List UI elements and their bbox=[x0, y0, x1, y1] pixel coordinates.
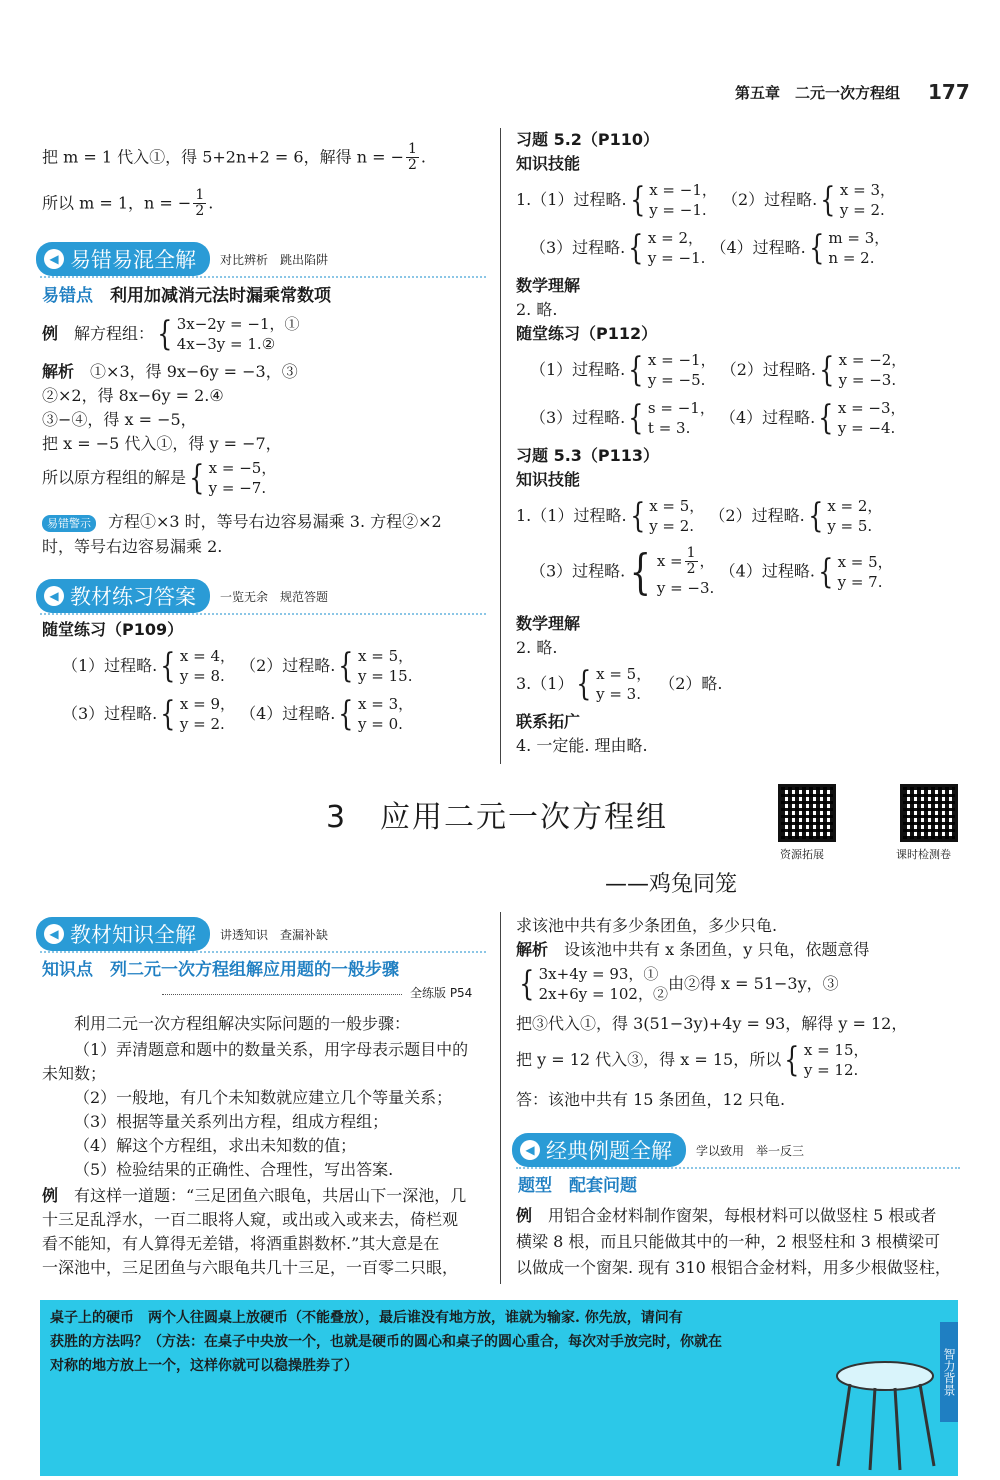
speaker-icon: ◀ bbox=[44, 586, 64, 606]
analysis-label: 解析 bbox=[42, 362, 75, 381]
divider bbox=[516, 1167, 960, 1169]
divider bbox=[40, 613, 486, 615]
analysis-text: 由②得 x = 51−3y，③ bbox=[667, 973, 839, 993]
denominator: 2 bbox=[686, 561, 696, 578]
answer-system: { x = 2， y = 5. bbox=[807, 496, 883, 537]
type-label: 题型 bbox=[518, 1176, 552, 1196]
example-label: 例 bbox=[516, 1206, 533, 1225]
result-line: 所以 m = 1，n = − $\frac{1}{2}$ . bbox=[42, 187, 214, 220]
equation: 3x+4y = 93，① bbox=[538, 965, 659, 983]
mistake-heading bbox=[42, 286, 331, 306]
answer-label: （1）过程略. bbox=[530, 359, 626, 379]
answer-row bbox=[530, 398, 906, 439]
body-text: 未知数； bbox=[42, 1064, 107, 1083]
type-title: 配套问题 bbox=[569, 1176, 637, 1196]
equation-system: { 3x−2y = −1，① 4x−3y = 1.② bbox=[157, 314, 300, 355]
equation: n = 2. bbox=[828, 249, 875, 268]
example-line: 有这样一道题：“三足团鱼六眼龟，共居山下一深池，几 bbox=[74, 1186, 467, 1205]
answer-label: （3）过程略. bbox=[530, 407, 626, 427]
equation: x = 3， bbox=[839, 181, 895, 199]
subsection-label: 数学理解 bbox=[516, 276, 581, 295]
answer-label: 3.（1） bbox=[516, 673, 574, 693]
section-title: 应用二元一次方程组 bbox=[380, 800, 668, 835]
answer-line: 4. 一定能. 理由略. bbox=[516, 736, 648, 755]
heading-label: 易错点 bbox=[42, 286, 93, 306]
chapter-title: 第五章 二元一次方程组 bbox=[735, 84, 901, 102]
answer-system: { x = 5， y = 2. bbox=[629, 496, 705, 537]
divider bbox=[40, 276, 486, 278]
equation: y = 2. bbox=[649, 517, 695, 536]
side-tab-label: 智力背景 bbox=[942, 1348, 956, 1396]
equation: y = −1. bbox=[647, 249, 706, 268]
equation: x = 2， bbox=[827, 497, 883, 515]
exercise-title: 习题 5.3（P113） bbox=[516, 446, 660, 465]
answer-row bbox=[530, 350, 906, 391]
analysis-line bbox=[516, 1040, 869, 1081]
analysis-line bbox=[42, 362, 298, 381]
answer-system: { x = −1， y = −1. bbox=[629, 180, 717, 221]
banner-pill bbox=[36, 917, 210, 951]
knowledge-heading bbox=[42, 960, 399, 980]
analysis-line: ②×2，得 8x−6y = 2.④ bbox=[42, 386, 224, 405]
heading-text: 利用加减消元法时漏乘常数项 bbox=[110, 286, 331, 306]
fraction bbox=[193, 188, 206, 220]
answer-label: （2）过程略. bbox=[721, 189, 818, 209]
example-text: 看不能知，有人算得无差错，将酒重斟数杯.”其大意是在 bbox=[42, 1234, 440, 1253]
analysis-label: 解析 bbox=[516, 940, 549, 959]
banner-textbook-answers bbox=[36, 580, 328, 612]
answer-system: { x = −2， y = −3. bbox=[819, 350, 907, 391]
equation: y = 8. bbox=[179, 667, 225, 686]
footer-text bbox=[50, 1310, 683, 1327]
equation: y = −5. bbox=[647, 371, 706, 390]
round-table-illustration bbox=[830, 1354, 940, 1474]
banner-classic-examples bbox=[512, 1134, 804, 1166]
footer-line: 两个人往圆桌上放硬币（不能叠放），最后谁没有地方放，谁就为输家. 你先放，请问有 bbox=[148, 1310, 683, 1326]
answer-label: （3）过程略. bbox=[530, 237, 626, 257]
practice-title: 随堂练习（P112） bbox=[516, 324, 658, 343]
answer-label: （2）过程略. bbox=[240, 655, 336, 675]
numerator: 1 bbox=[686, 545, 696, 561]
answer-label: 1.（1）过程略. bbox=[516, 189, 627, 209]
answer-label: （1）过程略. bbox=[62, 655, 158, 675]
speaker-icon: ◀ bbox=[44, 924, 64, 944]
equation: s = −1， bbox=[647, 399, 715, 417]
knowledge-title: 列二元一次方程组解应用题的一般步骤 bbox=[110, 960, 399, 980]
answer-system: { x = 2， y = −1. bbox=[628, 228, 706, 269]
qr-label: 课时检测卷 bbox=[896, 848, 951, 861]
dotted-leader bbox=[162, 994, 402, 995]
solution-system: { x = 15， y = 12. bbox=[784, 1040, 869, 1081]
equation-system: { 3x+4y = 93，① 2x+6y = 102，② bbox=[519, 964, 668, 1005]
answer-row bbox=[530, 228, 889, 269]
section-number: 3 bbox=[326, 800, 346, 835]
knowledge-label: 知识点 bbox=[42, 960, 93, 980]
equation: y = 7. bbox=[837, 573, 883, 592]
banner-pill bbox=[512, 1133, 686, 1167]
analysis-line: 把 x = −5 代入①，得 y = −7， bbox=[42, 434, 282, 453]
answer-system: { x = −1， y = −5. bbox=[628, 350, 716, 391]
body-text: （5）检验结果的正确性、合理性，写出答案. bbox=[74, 1160, 394, 1179]
equation: y = −1. bbox=[649, 201, 707, 220]
answer-row bbox=[516, 496, 882, 537]
analysis-text: ①×3，得 9x−6y = −3，③ bbox=[90, 362, 298, 381]
example-label: 例 bbox=[42, 1186, 59, 1205]
banner-pill bbox=[36, 242, 210, 276]
example-text: 一深池中，三足团鱼与六眼龟共几十三足，一百零二只眼， bbox=[42, 1258, 459, 1277]
answer-label: （3）过程略. bbox=[62, 703, 158, 723]
example-line: 用铝合金材料制作窗架，每根材料可以做竖柱 5 根或者 bbox=[548, 1206, 937, 1225]
subsection-label: 联系拓广 bbox=[516, 712, 581, 731]
section-subtitle: ——鸡兔同笼 bbox=[605, 872, 738, 897]
answer-label: 1.（1）过程略. bbox=[516, 505, 627, 525]
body-text: （1）弄清题意和题中的数量关系，用字母表示题目中的 bbox=[74, 1040, 469, 1059]
banner-subtitle: 对比辨析 跳出陷阱 bbox=[220, 252, 329, 267]
solution-system: { x = −5， y = −7. bbox=[189, 458, 277, 499]
answer-system: { x = $\frac{1}{2}$ ， y = −3. bbox=[629, 544, 715, 601]
banner-title: 教材知识全解 bbox=[70, 923, 196, 947]
analysis-line bbox=[516, 940, 869, 959]
analysis-text: 把 y = 12 代入③，得 x = 15，所以 bbox=[516, 1049, 782, 1069]
equation: x = −1， bbox=[647, 351, 716, 369]
equation: x = 15， bbox=[803, 1041, 869, 1059]
equation-frac-row: x = $\frac{1}{2}$ ， bbox=[656, 545, 715, 578]
banner-title: 教材练习答案 bbox=[70, 585, 196, 609]
example-text: 十三足乱浮水，一百二眼将人窥，或出或入或来去，倚栏观 bbox=[42, 1210, 459, 1229]
answer-label: （4）过程略. bbox=[719, 561, 815, 581]
answer-label: （4）过程略. bbox=[240, 703, 336, 723]
equation: x = 4， bbox=[179, 647, 236, 665]
answer-line: 2. 略. bbox=[516, 300, 558, 319]
equation: y = 15. bbox=[358, 667, 413, 686]
body-text: 利用二元一次方程组解决实际问题的一般步骤： bbox=[74, 1014, 411, 1033]
answer-system: { x = 5， y = 7. bbox=[818, 552, 893, 593]
body-text: （3）根据等量关系列出方程，组成方程组； bbox=[74, 1112, 389, 1131]
equation: x = bbox=[656, 551, 683, 570]
answer-system: { x = 5， y = 15. bbox=[338, 646, 414, 687]
banner-knowledge bbox=[36, 918, 328, 950]
banner-pill bbox=[36, 579, 210, 613]
divider bbox=[40, 951, 486, 953]
equation: 4x−3y = 1.② bbox=[176, 335, 276, 354]
footer-line: 对称的地方放上一个，这样你就可以稳操胜券了） bbox=[50, 1358, 358, 1374]
answer-system: { x = 4， y = 8. bbox=[160, 646, 236, 687]
equation: y = −3. bbox=[838, 371, 897, 390]
equation: x = 5， bbox=[358, 647, 414, 665]
fraction bbox=[406, 142, 419, 174]
reference-tag: 全练版 P54 bbox=[410, 986, 473, 1000]
numerator: 1 bbox=[407, 141, 417, 157]
practice-title: 随堂练习（P109） bbox=[42, 620, 184, 639]
equation: x = 2， bbox=[647, 229, 704, 247]
analysis-text: 设该池中共有 x 条团鱼，y 只龟，依题意得 bbox=[564, 940, 870, 959]
answer-row bbox=[62, 694, 413, 735]
warning-tag: 易错警示 bbox=[42, 515, 96, 532]
warning-line-2: 时，等号右边容易漏乘 2. bbox=[42, 537, 223, 556]
qr-code-test[interactable] bbox=[900, 784, 958, 842]
subsection-label: 数学理解 bbox=[516, 614, 581, 633]
banner-subtitle: 一览无余 规范答题 bbox=[220, 589, 329, 604]
qr-label: 资源拓展 bbox=[780, 848, 824, 861]
banner-mistakes bbox=[36, 243, 328, 275]
denominator: 2 bbox=[407, 157, 417, 174]
equation: x = −3， bbox=[837, 399, 906, 417]
body-text: （4）解这个方程组，求出未知数的值； bbox=[74, 1136, 357, 1155]
solve-n-line: 把 m = 1 代入①，得 5+2n+2 = 6，解得 n = − $\frac{1}{2}$ . bbox=[42, 141, 426, 174]
equation: x = −5， bbox=[208, 459, 277, 477]
banner-subtitle: 学以致用 举一反三 bbox=[696, 1143, 805, 1158]
line-text: 把 m = 1 代入①，得 5+2n+2 = 6，解得 n = − bbox=[42, 147, 404, 167]
example-text: 横梁 8 根，而且只能做其中的一种，2 根竖柱和 3 根横梁可 bbox=[516, 1232, 940, 1251]
equation: x = 9， bbox=[179, 695, 236, 713]
example-text bbox=[42, 1186, 466, 1205]
footer-line: 获胜的方法吗？（方法：在桌子中央放一个，也就是硬币的圆心和桌子的圆心重合，每次对手放完时，你就在 bbox=[50, 1334, 722, 1350]
answer-row bbox=[62, 646, 413, 687]
denominator: 2 bbox=[195, 203, 205, 220]
equation: y = 3. bbox=[596, 685, 641, 704]
answer-system: { x = 9， y = 2. bbox=[160, 694, 236, 735]
speaker-icon: ◀ bbox=[520, 1140, 540, 1160]
answer-system: { x = 3， y = 0. bbox=[338, 694, 414, 735]
column-separator bbox=[500, 912, 501, 1284]
footer-title: 桌子上的硬币 bbox=[50, 1310, 134, 1326]
equation: 3x−2y = −1，① bbox=[176, 315, 300, 333]
footer-box bbox=[40, 1300, 958, 1476]
answer-label: （2）过程略. bbox=[720, 359, 816, 379]
body-text: （2）一般地，有几个未知数就应建立几个等量关系； bbox=[74, 1088, 453, 1107]
side-tab bbox=[940, 1322, 958, 1422]
answer-label: （3）过程略. bbox=[530, 561, 626, 581]
answer-line: 答：该池中共有 15 条团鱼，12 只龟. bbox=[516, 1090, 786, 1109]
qr-code-resources[interactable] bbox=[778, 784, 836, 842]
equation: x = −2， bbox=[838, 351, 907, 369]
answer-label: （4）过程略. bbox=[710, 237, 806, 257]
answer-label: （2）过程略. bbox=[709, 505, 805, 525]
example-text: 解方程组： bbox=[74, 323, 155, 343]
page-number: 177 bbox=[928, 80, 970, 104]
equation: y = 12. bbox=[803, 1061, 859, 1080]
solution-text: 所以原方程组的解是 bbox=[42, 467, 187, 487]
equation: y = 0. bbox=[358, 715, 403, 734]
equation: y = 2. bbox=[179, 715, 225, 734]
subsection-label: 知识技能 bbox=[516, 154, 581, 173]
equation: y = −4. bbox=[837, 419, 896, 438]
example-text bbox=[516, 1206, 936, 1225]
warning-text: 方程①×3 时，等号右边容易漏乘 3. 方程②×2 bbox=[108, 512, 442, 531]
answer-system: { x = −3， y = −4. bbox=[818, 398, 906, 439]
banner-subtitle: 讲透知识 查漏补缺 bbox=[220, 927, 329, 942]
analysis-line: 把③代入①，得 3(51−3y)+4y = 93，解得 y = 12， bbox=[516, 1014, 908, 1033]
banner-title: 易错易混全解 bbox=[70, 248, 196, 272]
answer-row bbox=[530, 544, 893, 601]
warning-line bbox=[42, 512, 442, 531]
example-system bbox=[42, 314, 300, 355]
analysis-line: ③−④，得 x = −5， bbox=[42, 410, 197, 429]
answer-row bbox=[516, 664, 723, 705]
answer-row bbox=[516, 180, 895, 221]
answer-system: { m = 3， n = 2. bbox=[809, 228, 890, 269]
fraction bbox=[685, 546, 698, 578]
equation: m = 3， bbox=[828, 229, 890, 247]
equation: y = −7. bbox=[208, 479, 267, 498]
numerator: 1 bbox=[195, 187, 205, 203]
answer-system: { s = −1， t = 3. bbox=[628, 398, 715, 439]
equation: x = −1， bbox=[649, 181, 717, 199]
question-text: 求该池中共有多少条团鱼，多少只龟. bbox=[516, 916, 778, 935]
equation: 2x+6y = 102，② bbox=[538, 985, 668, 1004]
line-text: 所以 m = 1，n = − bbox=[42, 193, 192, 213]
example-label: 例 bbox=[42, 323, 59, 343]
answer-system: { x = 5， y = 3. bbox=[576, 664, 652, 705]
column-separator bbox=[500, 128, 501, 764]
type-heading bbox=[518, 1176, 637, 1196]
equation: x = 5， bbox=[649, 497, 705, 515]
equation: y = 5. bbox=[827, 517, 873, 536]
answer-label: （4）过程略. bbox=[719, 407, 816, 427]
subsection-label: 知识技能 bbox=[516, 470, 581, 489]
equation: y = 2. bbox=[839, 201, 885, 220]
solution-line bbox=[42, 458, 276, 499]
banner-title: 经典例题全解 bbox=[546, 1139, 672, 1163]
speaker-icon: ◀ bbox=[44, 249, 64, 269]
exercise-title: 习题 5.2（P110） bbox=[516, 130, 660, 149]
equation: y = −3. bbox=[656, 578, 715, 597]
equation: x = 5， bbox=[837, 552, 893, 571]
answer-line: 2. 略. bbox=[516, 638, 558, 657]
equation: x = 5， bbox=[596, 665, 652, 683]
equation: t = 3. bbox=[647, 419, 691, 438]
equation: x = 3， bbox=[358, 695, 414, 713]
example-text: 以做成一个窗架. 现有 310 根铝合金材料，用多少根做竖柱， bbox=[516, 1258, 951, 1277]
answer-label: （2）略. bbox=[667, 673, 723, 693]
equation-system-line bbox=[516, 964, 839, 1005]
answer-system: { x = 3， y = 2. bbox=[820, 180, 895, 221]
